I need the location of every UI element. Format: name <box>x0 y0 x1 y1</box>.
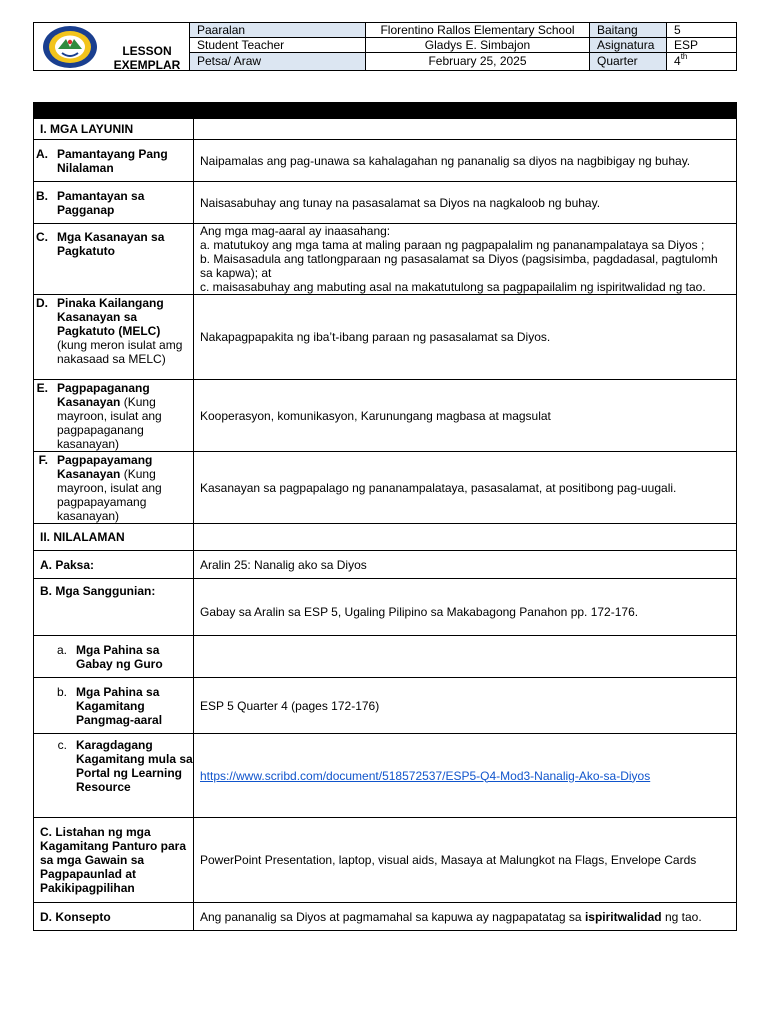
table-header-bar <box>34 103 737 119</box>
section-row-nilalaman <box>34 524 737 551</box>
subject-value: ESP <box>667 38 737 53</box>
row-label: Pagpapaganang Kasanayan (Kung mayroon, isulat ang pagpapaganang kasanayan) <box>57 381 162 451</box>
grade-value: 5 <box>667 23 737 38</box>
school-label: Paaralan <box>190 23 366 38</box>
teacher-label: Student Teacher <box>190 38 366 53</box>
row-value: Nakapagpapakita ng iba’t-ibang paraan ng pasasalamat sa Diyos. <box>194 295 737 380</box>
row-value: PowerPoint Presentation, laptop, visual aids, Masaya at Malungkot na Flags, Envelope Cards <box>194 818 737 903</box>
row-label: Karagdagang Kagamitang mula sa Portal ng Learning Resource <box>76 738 193 794</box>
date-value: February 25, 2025 <box>366 53 590 70</box>
teacher-value: Gladys E. Simbajon <box>366 38 590 53</box>
row-value: Ang mga mag-aaral ay inaasahang: a. matutukoy ang mga tama at maling paraan ng pagpapalalim ng pananampalataya sa Diyos ; b. Maisasadula ang tatlongparaan ng pasasalamat sa Diyos (pagsisimba, pagdadasal, pagtulomh sa kapwa); at c. maisasabuhay ang mabuting asal na makatutulong sa pagpapailalim ng ispiritwalidad ng tao. <box>194 224 737 295</box>
row-value: Gabay sa Aralin sa ESP 5, Ugaling Pilipino sa Makabagong Panahon pp. 172-176. <box>194 579 737 636</box>
table-row <box>34 551 737 579</box>
lesson-plan-table <box>33 102 737 931</box>
table-row: C. Mga Kasanayan sa Pagkatuto Ang mga mag-aaral ay inaasahang: a. matutukoy ang mga tama at maling paraan ng pagpapalalim ng pananampalataya sa Diyos ; b. Maisasadula ang tatlongparaan ng pasasalamat sa Diyos (pagsisimba, pagdadasal, pagtulomh sa kapwa); at c. maisasabuhay ang mabuting asal na makatutulong sa pagpapailalim ng ispiritwalidad ng tao. <box>34 224 737 295</box>
row-label: Mga Kasanayan sa Pagkatuto <box>57 230 165 258</box>
school-value: Florentino Rallos Elementary School <box>366 23 590 38</box>
table-row: a. Mga Pahina sa Gabay ng Guro <box>34 636 737 678</box>
row-label: A. Paksa: <box>34 551 194 579</box>
table-row <box>34 903 737 931</box>
row-label: D. Konsepto <box>34 903 194 931</box>
row-value: Kasanayan sa pagpapalago ng pananampalataya, pasasalamat, at positibong pag-uugali. <box>194 452 737 524</box>
school-seal-icon <box>42 25 98 69</box>
logo-cell <box>34 23 190 70</box>
quarter-label: Quarter <box>590 53 667 70</box>
row-label: Pinaka Kailangang Kasanayan sa Pagkatuto (MELC) (kung meron isulat amg nakasaad sa MELC) <box>57 296 183 366</box>
row-label: Pamantayang Pang Nilalaman <box>57 146 168 175</box>
header-row-teacher <box>190 38 737 53</box>
table-row: E. Pagpapaganang Kasanayan (Kung mayroon, isulat ang pagpapaganang kasanayan) Kooperasyon, komunikasyon, Karunungang magbasa at magsulat <box>34 380 737 452</box>
section-row-layunin <box>34 119 737 140</box>
row-value: ESP 5 Quarter 4 (pages 172-176) <box>194 678 737 734</box>
header-row-school <box>190 23 737 38</box>
table-row: c. Karagdagang Kagamitang mula sa Portal ng Learning Resource https://www.scribd.com/document/518572537/ESP5-Q4-Mod3-Nanalig-Ako-sa-Diyos <box>34 734 737 818</box>
lesson-exemplar-title: LESSON EXEMPLAR <box>113 44 181 72</box>
header-table <box>33 22 737 71</box>
row-value: Kooperasyon, komunikasyon, Karunungang magbasa at magsulat <box>194 380 737 452</box>
row-label: B. Mga Sanggunian: <box>34 579 194 636</box>
row-value: Aralin 25: Nanalig ako sa Diyos <box>194 551 737 579</box>
date-label: Petsa/ Araw <box>190 53 366 70</box>
row-label: Pagpapayamang Kasanayan (Kung mayroon, isulat ang pagpapayamang kasanayan) <box>57 453 162 523</box>
table-row <box>34 579 737 636</box>
portal-resource-link[interactable]: https://www.scribd.com/document/518572537/ESP5-Q4-Mod3-Nanalig-Ako-sa-Diyos <box>200 768 651 783</box>
row-label: Mga Pahina sa Kagamitang Pangmag-aaral <box>76 684 163 727</box>
header-grid <box>190 23 737 70</box>
header-row-date <box>190 53 737 70</box>
table-row <box>34 818 737 903</box>
table-row: B. Pamantayan sa Pagganap Naisasabuhay ang tunay na pasasalamat sa Diyos na nagkaloob ng buhay. <box>34 182 737 224</box>
row-label: Pamantayan sa Pagganap <box>57 188 145 217</box>
table-row: b. Mga Pahina sa Kagamitang Pangmag-aaral ESP 5 Quarter 4 (pages 172-176) <box>34 678 737 734</box>
row-value <box>194 636 737 678</box>
subject-label: Asignatura <box>590 38 667 53</box>
quarter-value: 4th <box>674 53 688 68</box>
row-value: Naipamalas ang pag-unawa sa kahalagahan ng pananalig sa diyos na nagbibigay ng buhay. <box>194 140 737 182</box>
section-title-nilalaman: II. NILALAMAN <box>34 524 194 551</box>
table-row: F. Pagpapayamang Kasanayan (Kung mayroon, isulat ang pagpapayamang kasanayan) Kasanayan sa pagpapalago ng pananampalataya, pasasalamat, at positibong pag-uugali. <box>34 452 737 524</box>
row-value: Naisasabuhay ang tunay na pasasalamat sa Diyos na nagkaloob ng buhay. <box>194 182 737 224</box>
row-label: C. Listahan ng mga Kagamitang Panturo para sa mga Gawain sa Pagpapaunlad at Pakikipagpilihan <box>34 818 194 903</box>
row-label: Mga Pahina sa Gabay ng Guro <box>76 642 163 671</box>
grade-label: Baitang <box>590 23 667 38</box>
table-row: D. Pinaka Kailangang Kasanayan sa Pagkatuto (MELC) (kung meron isulat amg nakasaad sa MELC) Nakapagpapakita ng iba’t-ibang paraan ng pasasalamat sa Diyos. <box>34 295 737 380</box>
row-value: Ang pananalig sa Diyos at pagmamahal sa kapuwa ay nagpapatatag sa ispiritwalidad ng tao. <box>194 903 737 931</box>
table-row: A. Pamantayang Pang Nilalaman Naipamalas ang pag-unawa sa kahalagahan ng pananalig sa diyos na nagbibigay ng buhay. <box>34 140 737 182</box>
section-title-layunin: I. MGA LAYUNIN <box>34 119 194 140</box>
